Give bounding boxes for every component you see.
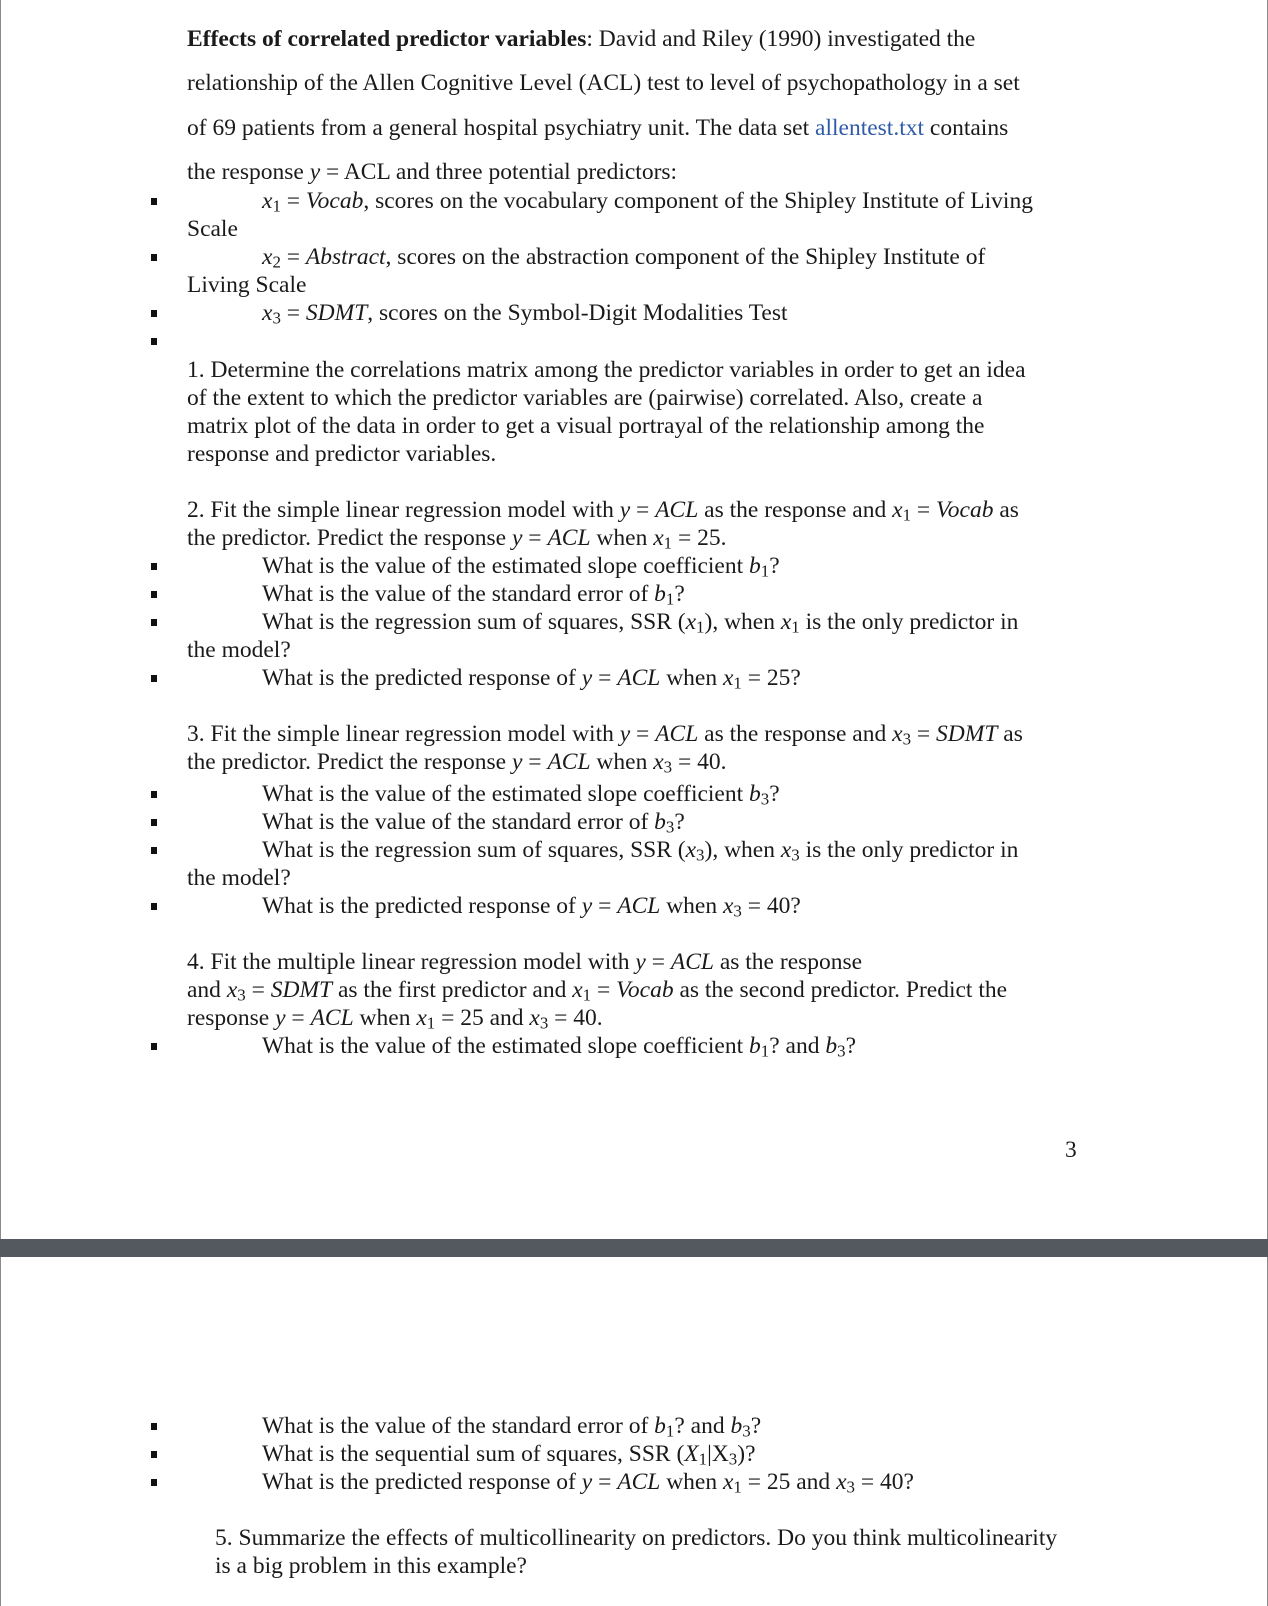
q3-bullet-1: What is the value of the estimated slope coefficient $b_3$? <box>262 781 780 809</box>
list-bullet <box>151 1451 157 1458</box>
p2-bullet-1: What is the value of the standard error of $b_1$? and $b_3$? <box>262 1413 762 1441</box>
q5-line-1: 5. Summarize the effects of multicollinearity on predictors. Do you think multicolinearity <box>215 1525 1058 1551</box>
q3-bullet-2: What is the value of the standard error of $b_3$? <box>262 809 685 837</box>
q2-bullet-3: What is the regression sum of squares, SSR $(x_1)$, when $x_1$ is the only predictor in <box>262 609 1019 637</box>
page-separator <box>0 1239 1268 1257</box>
list-bullet <box>151 819 157 826</box>
q2-bullet-3-wrap: the model? <box>187 637 291 663</box>
q4-line-2: and $x_3$ = SDMT as the first predictor and $x_1$ = Vocab as the second predictor. Predict the <box>187 977 1008 1005</box>
q1-line-1: 1. Determine the correlations matrix among the predictor variables in order to get an idea <box>187 357 1026 383</box>
list-bullet <box>151 903 157 910</box>
list-bullet <box>151 675 157 682</box>
predictor-x1: $x_1$ = Vocab, scores on the vocabulary component of the Shipley Institute of Living <box>262 188 1033 216</box>
list-bullet <box>151 563 157 570</box>
list-bullet <box>151 254 157 261</box>
q3-bullet-3: What is the regression sum of squares, SSR $(x_3)$, when $x_3$ is the only predictor in <box>262 837 1019 865</box>
list-bullet <box>151 847 157 854</box>
q4-line-1: 4. Fit the multiple linear regression model with y = ACL as the response <box>187 949 863 975</box>
intro-line-3: of 69 patients from a general hospital psychiatry unit. The data set allentest.txt contains <box>187 115 1009 141</box>
list-bullet <box>151 1423 157 1430</box>
predictor-x3: $x_3$ = SDMT, scores on the Symbol-Digit Modalities Test <box>262 300 788 328</box>
q2-bullet-1: What is the value of the estimated slope coefficient $b_1$? <box>262 553 780 581</box>
q4-line-3: response y = ACL when $x_1 = 25$ and $x_3 = 40$. <box>187 1005 603 1033</box>
list-bullet <box>151 591 157 598</box>
list-bullet <box>151 791 157 798</box>
q2-bullet-4: What is the predicted response of y = ACL when $x_1 = 25$? <box>262 665 801 693</box>
q2-bullet-2: What is the value of the standard error of $b_1$? <box>262 581 685 609</box>
p2-bullet-3: What is the predicted response of y = ACL when $x_1 = 25$ and $x_3 = 40$? <box>262 1469 914 1497</box>
q5-line-2: is a big problem in this example? <box>215 1553 527 1579</box>
q2-line-2: the predictor. Predict the response y = ACL when $x_1 = 25$. <box>187 525 727 553</box>
list-bullet <box>151 619 157 626</box>
document-page-2 <box>0 1257 1268 1606</box>
intro-line-1: Effects of correlated predictor variables: David and Riley (1990) investigated the <box>187 26 976 52</box>
intro-line-4: the response y = ACL and three potential predictors: <box>187 159 678 185</box>
q3-bullet-4: What is the predicted response of y = ACL when $x_3 = 40$? <box>262 893 801 921</box>
list-bullet <box>151 310 157 317</box>
list-bullet <box>151 1043 157 1050</box>
q1-line-2: of the extent to which the predictor variables are (pairwise) correlated. Also, create a <box>187 385 983 411</box>
page-number: 3 <box>1065 1137 1077 1163</box>
q4-bullet-1: What is the value of the estimated slope coefficient $b_1$? and $b_3$? <box>262 1033 856 1061</box>
q3-line-1: 3. Fit the simple linear regression model with y = ACL as the response and $x_3$ = SDMT as <box>187 721 1023 749</box>
predictor-x1-wrap: Scale <box>187 216 238 242</box>
allentest-link[interactable]: allentest.txt <box>815 115 925 141</box>
q1-line-3: matrix plot of the data in order to get a visual portrayal of the relationship among the <box>187 413 985 439</box>
q3-line-2: the predictor. Predict the response y = ACL when $x_3 = 40$. <box>187 749 727 777</box>
intro-line-2: relationship of the Allen Cognitive Level (ACL) test to level of psychopathology in a set <box>187 70 1020 96</box>
list-bullet <box>151 198 157 205</box>
intro-heading: Effects of correlated predictor variables <box>187 26 587 52</box>
predictor-x2: $x_2$ = Abstract, scores on the abstraction component of the Shipley Institute of <box>262 244 986 272</box>
q3-bullet-3-wrap: the model? <box>187 865 291 891</box>
q1-line-4: response and predictor variables. <box>187 441 497 467</box>
list-bullet <box>151 1479 157 1486</box>
p2-bullet-2: What is the sequential sum of squares, SSR $(X_1|X_3)$? <box>262 1441 756 1469</box>
list-bullet <box>151 338 157 345</box>
q2-line-1: 2. Fit the simple linear regression model with y = ACL as the response and $x_1$ = Vocab as <box>187 497 1019 525</box>
predictor-x2-wrap: Living Scale <box>187 272 307 298</box>
